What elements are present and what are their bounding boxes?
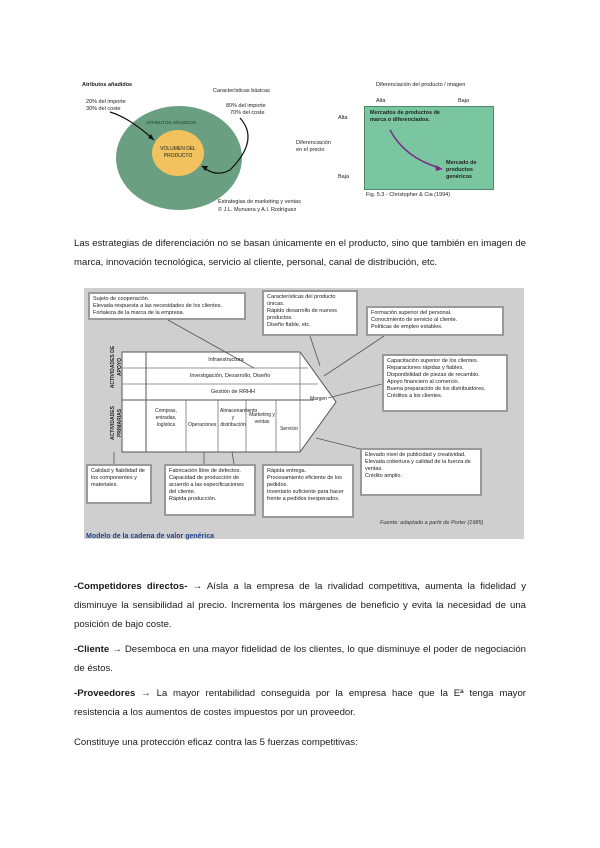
primary-col-service: Servicio <box>280 426 298 432</box>
primary-col-operations: Operaciones <box>188 422 217 428</box>
y-axis-low: Baja <box>338 174 350 180</box>
box-top-left-line: Sujeto de cooperación. <box>93 296 150 302</box>
box-mid-right-line: Buena preparación de los distribuidores. <box>387 386 486 392</box>
paragraph-suppliers-text: → La mayor rentabilidad conseguida por la empresa hace que la Eª tenga mayor resistencia a los aumentos de costes impuestos por un proveedor. <box>74 688 526 718</box>
support-row-rnd: Investigación, Desarrollo, Diseño <box>189 373 271 379</box>
right-diagram-title: Diferenciación del producto / imagen <box>376 82 466 88</box>
generic-market-label: Mercado de productos genéricos <box>446 160 477 180</box>
box-top-mid-line: Diseño fiable, etc. <box>267 322 311 328</box>
added-attributes-title: Atributos añadidos <box>82 82 133 88</box>
paragraph-suppliers-bold: -Proveedores <box>74 688 136 699</box>
box-top-left-line: Fortaleza de la marca de la empresa. <box>93 310 185 316</box>
added-attributes-line-2: 30% del coste <box>86 106 121 112</box>
paragraph-suppliers <box>74 684 526 722</box>
box-bottom-2 <box>164 464 256 516</box>
left-diagram-credit-2: © J.L. Munuera y A.I. Rodríguez <box>218 207 297 213</box>
support-row-hr: Gestión de RRHH <box>210 389 256 395</box>
paragraph-direct-competitors-text: → Aísla a la empresa de la rivalidad competitiva, aumenta la fidelidad y disminuye la sensibilidad al precio. Incrementa los márgenes de beneficio y evita la necesidad de una posición de bajo coste. <box>74 581 526 630</box>
box-top-right-line: Conocimiento de servicio al cliente. <box>371 317 458 323</box>
basic-features-line-1: 80% del importe <box>226 103 266 109</box>
basic-features-line-2: 70% del coste <box>230 110 265 116</box>
box-bottom-1 <box>86 464 152 504</box>
added-attributes-line-1: 20% del importe <box>86 99 126 105</box>
box-top-mid-line: Rápido desarrollo de nuevos productos. <box>267 308 338 321</box>
box-bottom-4 <box>360 448 482 496</box>
inner-ring-label: ATRIBUTOS AÑADIDOS <box>146 120 196 125</box>
paragraph-direct-competitors <box>74 577 526 634</box>
trend-arrow <box>70 78 530 218</box>
box-bottom-3-line: Procesamiento eficiente de los pedidos. <box>267 475 342 488</box>
branded-market-label: Mercados de productos de marca o diferenciados. <box>370 110 440 123</box>
box-mid-right-line: Reparaciones rápidas y fiables. <box>387 365 464 371</box>
core-label: VOLUMEN DEL PRODUCTO <box>160 146 196 159</box>
x-axis-high: Alta <box>376 98 386 104</box>
box-bottom-3-line: Rápida entrega. <box>267 468 307 474</box>
box-top-right-line: Formación superior del personal. <box>371 310 452 316</box>
box-mid-right-line: Disponibilidad de piezas de recambio. <box>387 372 480 378</box>
paragraph-differentiation: Las estrategias de diferenciación no se basan únicamente en el producto, sino que también en imagen de marca, innovación tecnológica, servicio al cliente, personal, canal de distribución, etc. <box>74 238 526 268</box>
support-activities-label: ACTIVIDADES DE APOYO <box>110 345 123 389</box>
support-row-infrastructure: Infraestructura <box>208 357 244 363</box>
box-bottom-4-line: Elevado nivel de publicidad y creatividad. <box>365 452 466 458</box>
margin-label: Margen <box>310 396 327 402</box>
primary-col-distribution: Almacenamiento y distribución <box>220 408 258 428</box>
box-top-left-line: Elevada respuesta a las necesidades de los clientes. <box>93 303 223 309</box>
paragraph-client <box>74 640 526 678</box>
box-mid-right-line: Créditos a los clientes. <box>387 393 443 399</box>
left-diagram-credit-1: Estrategias de marketing y ventas <box>218 199 301 205</box>
basic-features-title: Características básicas <box>213 88 270 94</box>
value-chain-source: Fuente: adaptado a partir de Porter (1985) <box>380 520 484 526</box>
box-top-mid-line: Características del producto únicas. <box>267 294 336 307</box>
box-bottom-3-line: Inventario suficiente para hacer frente a pedidos inesperados. <box>267 489 344 502</box>
primary-col-marketing: Marketing y ventas <box>249 412 275 425</box>
paragraph-client-text: → Desemboca en una mayor fidelidad de los clientes, lo que disminuye el poder de negociación de éstos. <box>74 644 526 674</box>
box-bottom-4-line: Elevada cobertura y calidad de la fuerza de ventas. <box>365 459 471 472</box>
box-bottom-2-line: Fabricación libre de defectos. <box>169 468 241 474</box>
paragraph-closing: Constituye una protección eficaz contra las 5 fuerzas competitivas: <box>74 737 358 748</box>
paragraph-client-bold: -Cliente <box>74 644 110 655</box>
primary-activities-label: ACTIVIDADES PRIMARIAS <box>110 406 123 440</box>
y-axis-label: Diferenciación en el precio <box>296 140 331 153</box>
value-chain-figure <box>84 288 524 539</box>
x-axis-low: Baja <box>458 98 470 104</box>
box-bottom-4-line: Crédito amplio. <box>365 473 402 479</box>
y-axis-high: Alta <box>338 115 348 121</box>
box-bottom-2-line: Rápida producción. <box>169 496 217 502</box>
right-diagram-credit: Fig. 5.3 - Christopher & Cia (1994) <box>366 192 451 198</box>
value-chain-caption: Modelo de la cadena de valor genérica <box>86 533 214 540</box>
box-mid-right-line: Capacitación superior de los clientes. <box>387 358 479 364</box>
box-bottom-2-line: Capacidad de producción de acuerdo a las especificaciones del cliente. <box>169 475 244 495</box>
box-top-right-line: Políticas de empleo estables. <box>371 324 443 330</box>
box-bottom-3 <box>262 464 354 518</box>
box-mid-right-line: Apoyo financiero al comercio. <box>387 379 460 385</box>
figure-product-diagrams <box>70 78 530 218</box>
paragraph-direct-competitors-bold: -Competidores directos- <box>74 581 188 592</box>
primary-col-inbound: Compras, entradas, logística <box>155 408 177 428</box>
box-bottom-1-line: Calidad y fiabilidad de los componentes y materiales. <box>91 468 145 488</box>
